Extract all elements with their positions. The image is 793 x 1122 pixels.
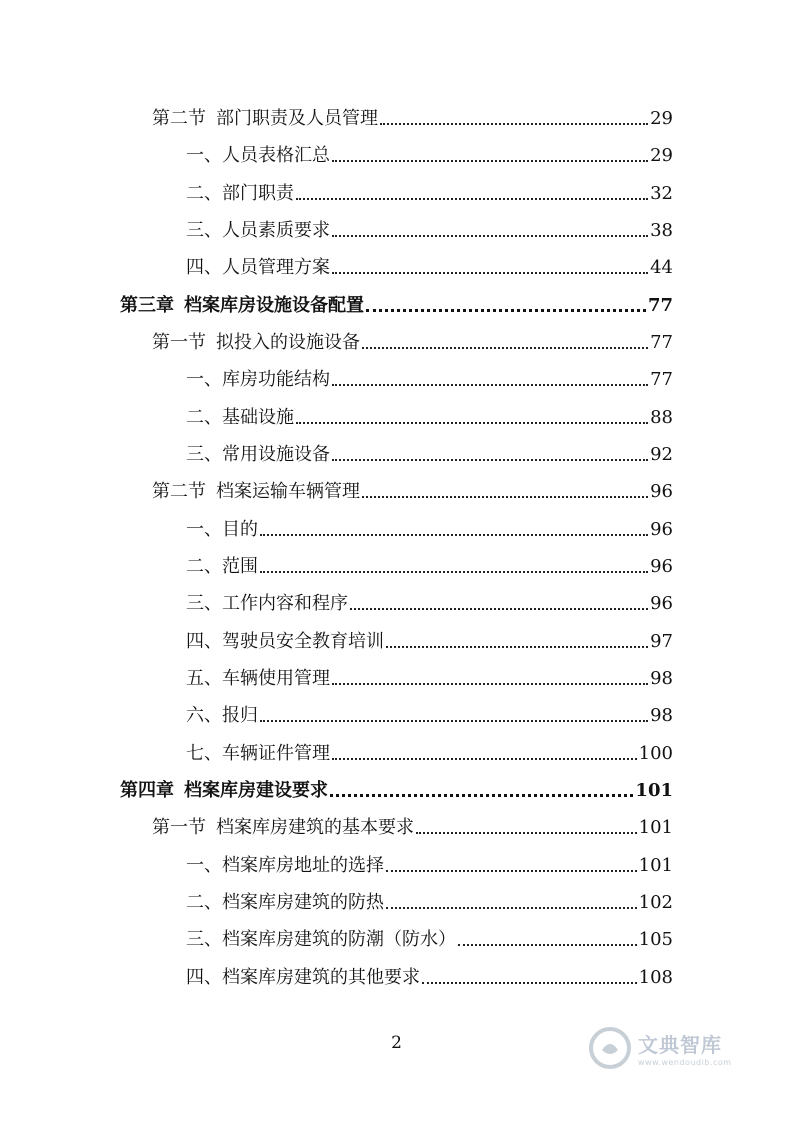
leader-dots — [260, 719, 648, 722]
toc-entry[interactable] — [186, 143, 673, 169]
toc-entry-title: 常用设施设备 — [222, 444, 330, 465]
toc-entry-page: 44 — [650, 257, 673, 278]
toc-entry-number: 四、 — [186, 257, 222, 278]
toc-entry-page: 96 — [650, 481, 673, 502]
leader-dots — [332, 234, 648, 237]
toc-entry-title: 基础设施 — [222, 407, 294, 428]
toc-entry-page: 101 — [638, 817, 673, 838]
toc-entry-title: 档案库房建筑的其他要求 — [222, 967, 420, 988]
toc-entry[interactable] — [186, 591, 673, 617]
toc-entry[interactable] — [186, 703, 673, 729]
toc-entry-page: 98 — [650, 705, 673, 726]
toc-entry-number: 三、 — [186, 444, 222, 465]
toc-entry-page: 101 — [635, 780, 673, 801]
toc-entry-title: 车辆证件管理 — [222, 743, 330, 764]
toc-entry[interactable] — [186, 517, 673, 543]
toc-entry-title: 拟投入的设施设备 — [216, 332, 360, 353]
watermark-logo-icon — [588, 1026, 632, 1070]
leader-dots — [366, 308, 646, 312]
toc-entry-page: 29 — [650, 108, 673, 129]
toc-entry-number: 第二节 — [152, 481, 206, 502]
leader-dots — [380, 122, 648, 125]
toc-entry-title: 工作内容和程序 — [222, 593, 348, 614]
toc-entry[interactable] — [186, 442, 673, 468]
toc-entry-number: 二、 — [186, 183, 222, 204]
page-number: 2 — [391, 1033, 402, 1053]
toc-entry-number: 第四章 — [120, 780, 174, 801]
toc-entry-number: 四、 — [186, 631, 222, 652]
toc-entry-title: 库房功能结构 — [222, 369, 330, 390]
toc-entry[interactable] — [186, 554, 673, 580]
leader-dots — [416, 831, 637, 834]
toc-entry[interactable] — [152, 330, 673, 356]
toc-entry-page: 96 — [650, 519, 673, 540]
toc-entry-page: 98 — [650, 668, 673, 689]
toc-entry[interactable] — [186, 218, 673, 244]
toc-entry-title: 档案库房建设要求 — [184, 780, 328, 801]
leader-dots — [332, 757, 637, 760]
toc-entry-title: 档案库房地址的选择 — [222, 855, 384, 876]
toc-entry[interactable] — [186, 255, 673, 281]
toc-entry-page: 100 — [638, 743, 673, 764]
toc-entry-title: 车辆使用管理 — [222, 668, 330, 689]
toc-entry-page: 88 — [650, 407, 673, 428]
toc-entry-number: 三、 — [186, 929, 222, 950]
toc-entry[interactable] — [152, 815, 673, 841]
toc-entry[interactable] — [186, 367, 673, 393]
toc-entry[interactable] — [186, 405, 673, 431]
toc-entry-title: 部门职责及人员管理 — [216, 108, 378, 129]
toc-entry-title: 人员表格汇总 — [222, 145, 330, 166]
leader-dots — [296, 197, 648, 200]
toc-entry[interactable] — [186, 890, 673, 916]
toc-entry-title: 人员素质要求 — [222, 220, 330, 241]
toc-entry-title: 范围 — [222, 556, 258, 577]
toc-entry-number: 六、 — [186, 705, 222, 726]
toc-entry[interactable] — [152, 106, 673, 132]
leader-dots — [350, 607, 648, 610]
leader-dots — [386, 906, 637, 909]
leader-dots — [332, 383, 648, 386]
toc-entry[interactable] — [186, 927, 673, 953]
leader-dots — [458, 943, 637, 946]
toc-entry-page: 77 — [647, 295, 673, 316]
toc-entry[interactable] — [186, 629, 673, 655]
toc-entry-number: 七、 — [186, 743, 222, 764]
toc-entry[interactable] — [186, 666, 673, 692]
watermark-text: 文典智库 — [638, 1033, 722, 1057]
leader-dots — [386, 869, 637, 872]
toc-entry-number: 二、 — [186, 892, 222, 913]
leader-dots — [386, 645, 648, 648]
toc-entry[interactable] — [186, 181, 673, 207]
toc-entry-number: 一、 — [186, 519, 222, 540]
toc-entry-number: 二、 — [186, 407, 222, 428]
toc-entry-title: 档案库房建筑的防潮（防水） — [222, 929, 456, 950]
toc-entry-title: 报归 — [222, 705, 258, 726]
toc-entry-number: 三、 — [186, 220, 222, 241]
toc-entry-page: 77 — [650, 369, 673, 390]
toc-entry[interactable] — [186, 965, 673, 991]
toc-entry-title: 部门职责 — [222, 183, 294, 204]
toc-entry-page: 105 — [638, 929, 673, 950]
toc-entry-page: 32 — [650, 183, 673, 204]
toc-entry-number: 一、 — [186, 145, 222, 166]
toc-entry-title: 档案运输车辆管理 — [216, 481, 360, 502]
toc-entry-number: 五、 — [186, 668, 222, 689]
toc-entry-number: 第一节 — [152, 817, 206, 838]
leader-dots — [422, 981, 637, 984]
toc-entry-title: 目的 — [222, 519, 258, 540]
toc-entry-title: 驾驶员安全教育培训 — [222, 631, 384, 652]
leader-dots — [332, 458, 648, 461]
toc-entry-number: 一、 — [186, 855, 222, 876]
toc-entry-number: 第二节 — [152, 108, 206, 129]
leader-dots — [332, 159, 648, 162]
toc-entry-number: 二、 — [186, 556, 222, 577]
toc-entry[interactable] — [186, 853, 673, 879]
leader-dots — [332, 271, 648, 274]
leader-dots — [362, 495, 648, 498]
toc-entry-title: 档案库房建筑的基本要求 — [216, 817, 414, 838]
toc-entry-title: 档案库房设施设备配置 — [184, 295, 364, 316]
toc-entry-number: 第三章 — [120, 295, 174, 316]
toc-entry-number: 四、 — [186, 967, 222, 988]
toc-entry-title: 人员管理方案 — [222, 257, 330, 278]
toc-entry-page: 108 — [638, 967, 673, 988]
toc-entry-number: 第一节 — [152, 332, 206, 353]
leader-dots — [260, 533, 648, 536]
leader-dots — [296, 421, 648, 424]
leader-dots — [260, 570, 648, 573]
toc-entry-page: 92 — [650, 444, 673, 465]
toc-entry-page: 97 — [650, 631, 673, 652]
toc-entry-number: 三、 — [186, 593, 222, 614]
leader-dots — [332, 682, 648, 685]
toc-entry-page: 77 — [650, 332, 673, 353]
toc-entry-title: 档案库房建筑的防热 — [222, 892, 384, 913]
toc-entry-page: 101 — [638, 855, 673, 876]
toc-entry-page: 38 — [650, 220, 673, 241]
toc-chapter-entry[interactable] — [120, 293, 673, 319]
watermark-url: www.wendoudib.com — [638, 1058, 732, 1067]
watermark — [588, 1020, 748, 1076]
toc-entry-number: 一、 — [186, 369, 222, 390]
toc-entry-page: 96 — [650, 593, 673, 614]
toc-entry-page: 102 — [638, 892, 673, 913]
toc-entry[interactable] — [152, 479, 673, 505]
toc-chapter-entry[interactable] — [120, 778, 673, 804]
toc-entry[interactable] — [186, 741, 673, 767]
toc-entry-page: 29 — [650, 145, 673, 166]
leader-dots — [330, 793, 633, 797]
toc-entry-page: 96 — [650, 556, 673, 577]
leader-dots — [362, 346, 648, 349]
